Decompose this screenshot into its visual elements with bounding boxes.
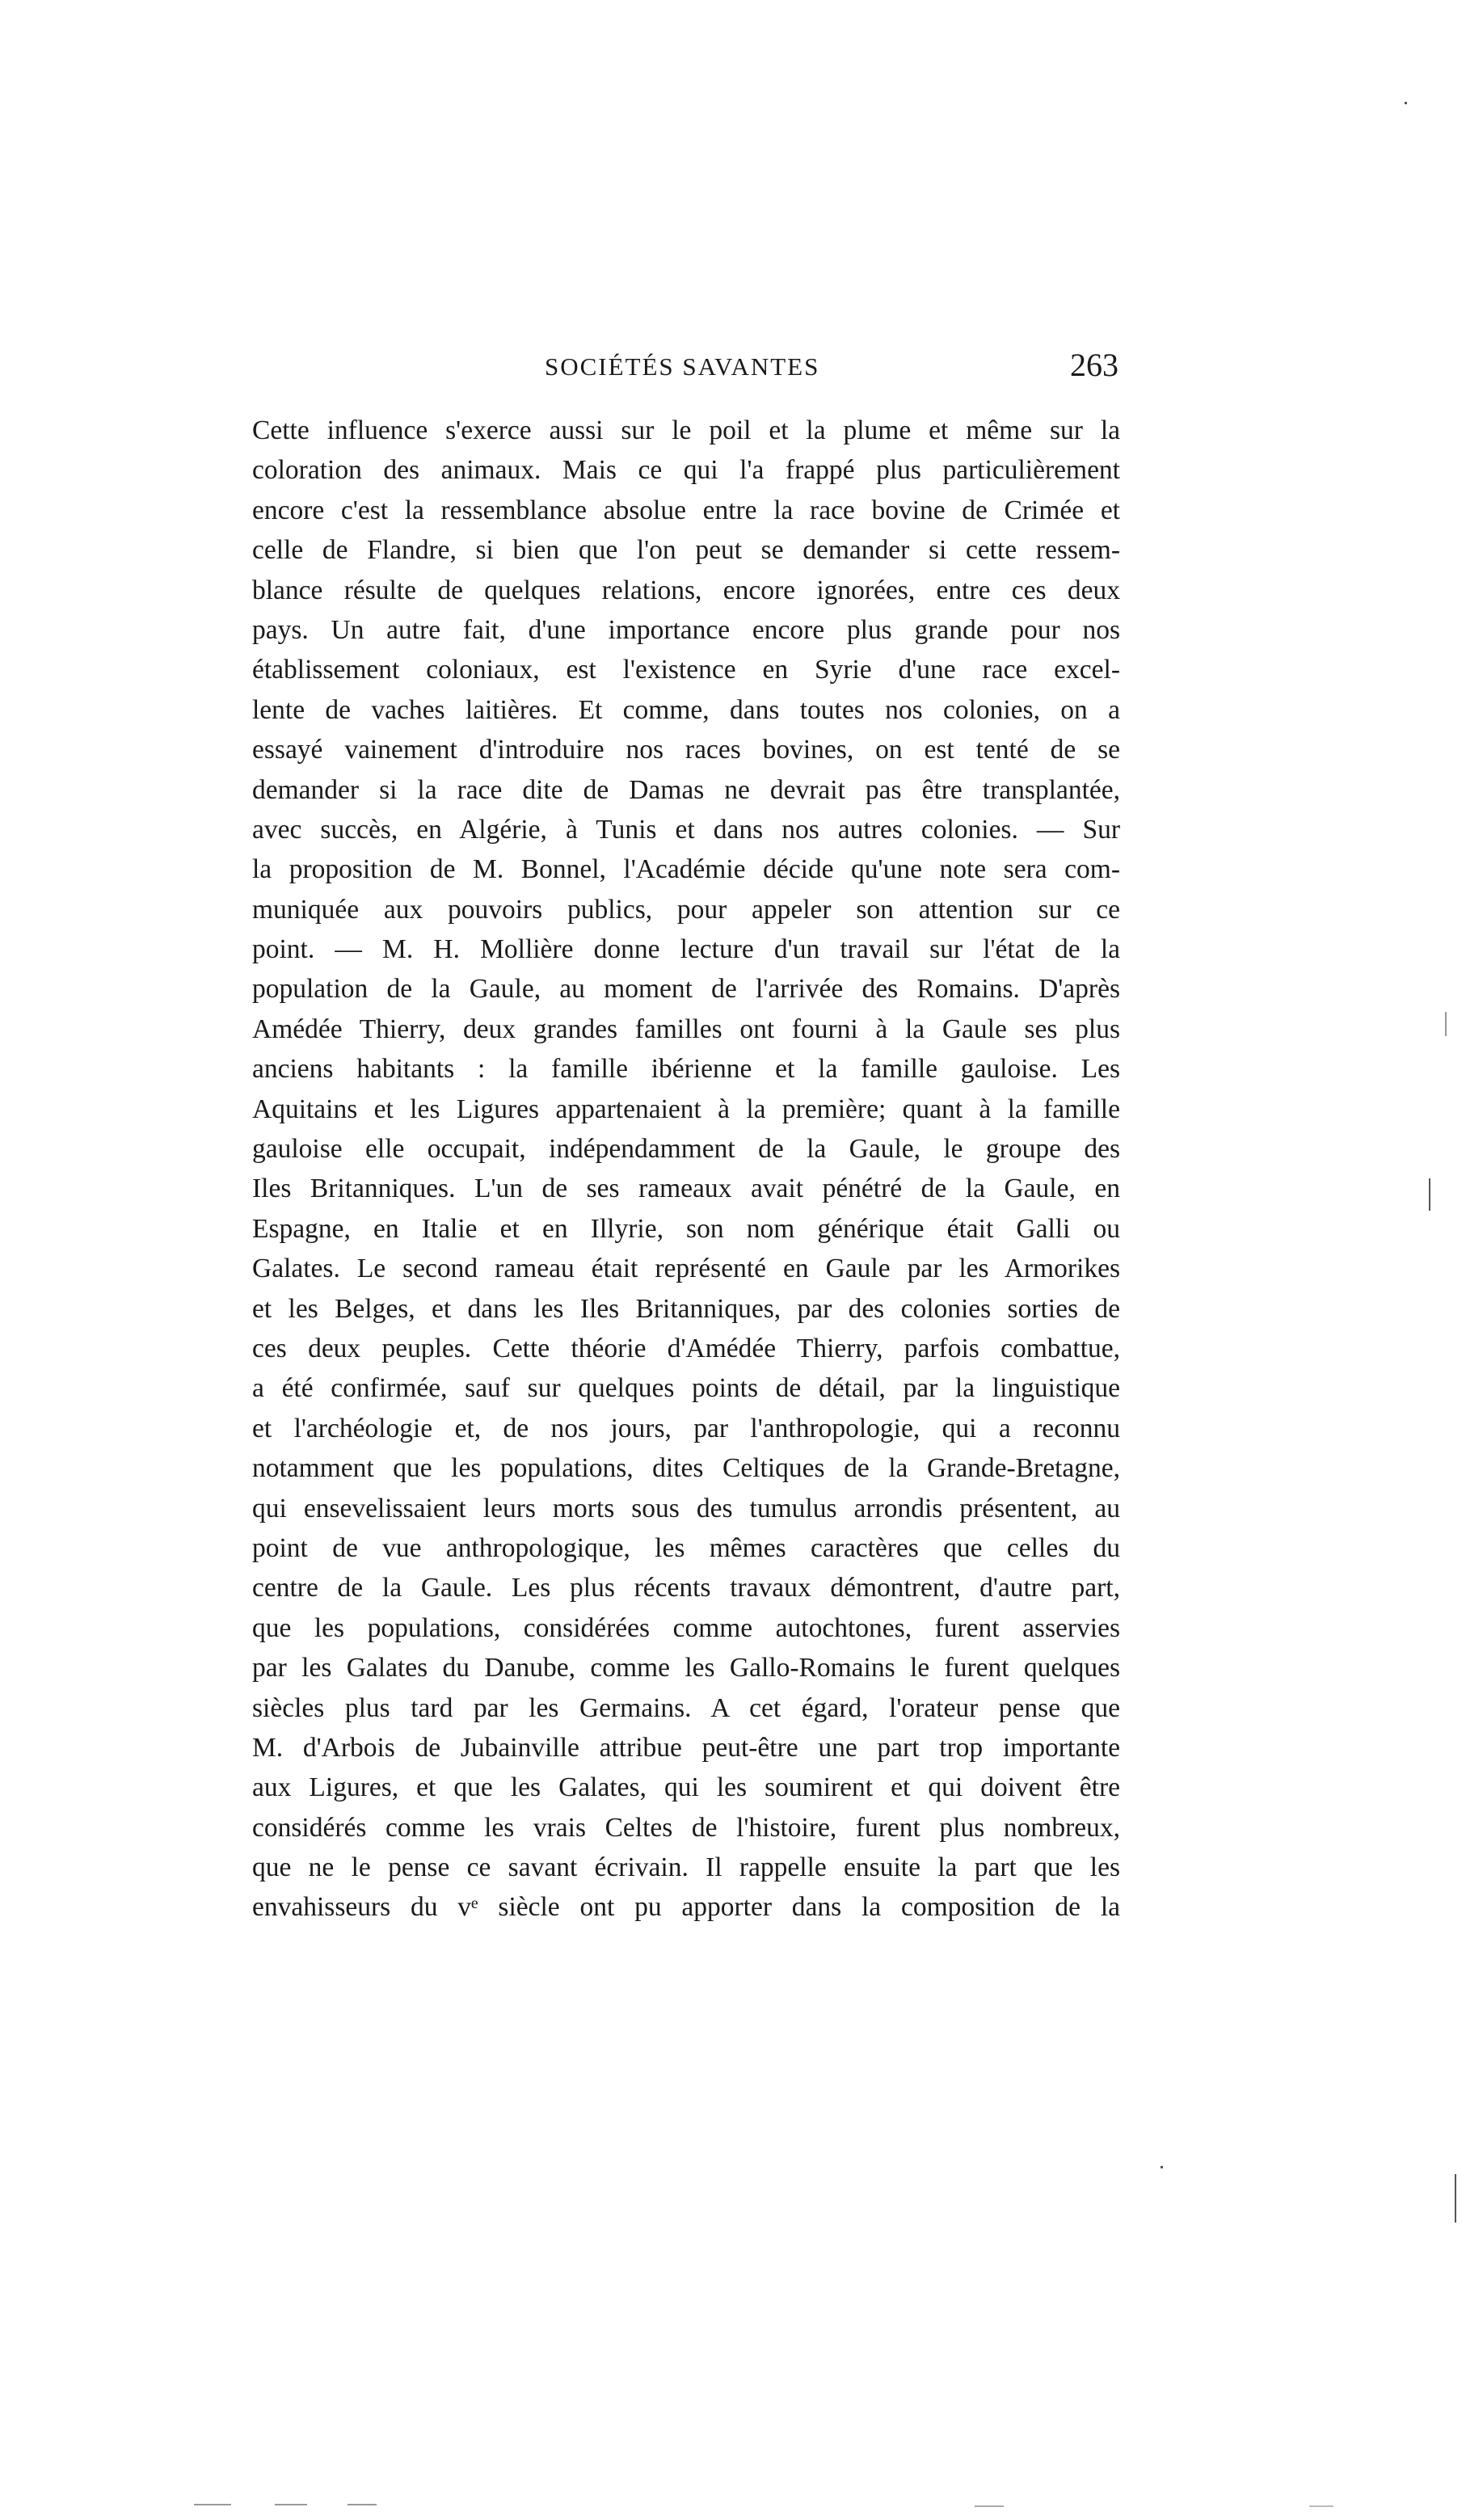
text-line: lente de vaches laitières. Et comme, dans toutes nos colonies, on a	[252, 694, 1120, 725]
text-line: siècles plus tard par les Germains. A cet égard, l'orateur pense que	[252, 1692, 1120, 1723]
scan-mark	[1161, 2166, 1163, 2168]
text-line: point de vue anthropologique, les mêmes caractères que celles du	[252, 1532, 1120, 1563]
text-line: aux Ligures, et que les Galates, qui les soumirent et qui doivent être	[252, 1772, 1120, 1803]
text-line: que les populations, considérées comme autochtones, furent asservies	[252, 1612, 1120, 1643]
text-line: Galates. Le second rameau était représenté en Gaule par les Armorikes	[252, 1254, 1120, 1284]
text-line: essayé vainement d'introduire nos races bovines, on est tenté de se	[252, 735, 1120, 765]
text-line: point. — M. H. Mollière donne lecture d'un travail sur l'état de la	[252, 934, 1120, 965]
text-line: qui ensevelissaient leurs morts sous des tumulus arrondis présentent, au	[252, 1493, 1120, 1523]
text-line: blance résulte de quelques relations, encore ignorées, entre ces deux	[252, 575, 1120, 605]
text-line: considérés comme les vrais Celtes de l'histoire, furent plus nombreux,	[252, 1812, 1120, 1843]
text-line: a été confirmée, sauf sur quelques points de détail, par la linguistique	[252, 1373, 1120, 1404]
scan-mark	[1309, 2505, 1333, 2507]
text-line: Aquitains et les Ligures appartenaient à la première; quant à la famille	[252, 1094, 1120, 1124]
text-line: encore c'est la ressemblance absolue entre la race bovine de Crimée et	[252, 495, 1120, 525]
text-line: demander si la race dite de Damas ne devrait pas être transplantée,	[252, 774, 1120, 805]
text-line: population de la Gaule, au moment de l'arrivée des Romains. D'après	[252, 974, 1120, 1005]
text-line: et l'archéologie et, de nos jours, par l'anthropologie, qui a reconnu	[252, 1413, 1120, 1443]
text-line: centre de la Gaule. Les plus récents travaux démontrent, d'autre part,	[252, 1573, 1120, 1603]
text-line: notamment que les populations, dites Celtiques de la Grande-Bretagne,	[252, 1453, 1120, 1484]
scan-mark	[1445, 1012, 1447, 1036]
scan-mark	[194, 2504, 231, 2505]
text-line: que ne le pense ce savant écrivain. Il rappelle ensuite la part que les	[252, 1852, 1120, 1883]
body-text	[252, 411, 1120, 1928]
text-line: par les Galates du Danube, comme les Gallo-Romains le furent quelques	[252, 1653, 1120, 1684]
text-line: muniquée aux pouvoirs publics, pour appeler son attention sur ce	[252, 894, 1120, 925]
scan-mark	[348, 2504, 377, 2505]
text-line: Cette influence s'exerce aussi sur le poil et la plume et même sur la	[252, 415, 1120, 445]
text-line: la proposition de M. Bonnel, l'Académie décide qu'une note sera com-	[252, 854, 1120, 885]
running-title: SOCIÉTÉS SAVANTES	[545, 352, 820, 381]
scan-mark	[975, 2505, 1004, 2507]
text-line: Espagne, en Italie et en Illyrie, son nom générique était Galli ou	[252, 1213, 1120, 1244]
scan-mark	[1405, 102, 1407, 104]
text-line: envahisseurs du vᵉ siècle ont pu apporter dans la composition de la	[252, 1892, 1120, 1923]
text-line: anciens habitants : la famille ibérienne et la famille gauloise. Les	[252, 1054, 1120, 1085]
text-line: avec succès, en Algérie, à Tunis et dans nos autres colonies. — Sur	[252, 814, 1120, 845]
text-line: Iles Britanniques. L'un de ses rameaux avait pénétré de la Gaule, en	[252, 1174, 1120, 1204]
text-line: M. d'Arbois de Jubainville attribue peut-être une part trop importante	[252, 1732, 1120, 1763]
scan-mark	[1429, 1178, 1430, 1211]
text-line: Amédée Thierry, deux grandes familles ont fourni à la Gaule ses plus	[252, 1013, 1120, 1044]
running-head	[251, 346, 1118, 394]
text-line: pays. Un autre fait, d'une importance encore plus grande pour nos	[252, 614, 1120, 645]
text-line: ces deux peuples. Cette théorie d'Amédée Thierry, parfois combattue,	[252, 1333, 1120, 1363]
text-line: coloration des animaux. Mais ce qui l'a frappé plus particulièrement	[252, 455, 1120, 486]
scan-mark	[1455, 2174, 1456, 2223]
scan-mark	[275, 2504, 307, 2505]
page-number: 263	[1070, 347, 1118, 383]
text-line: et les Belges, et dans les Iles Britanniques, par des colonies sorties de	[252, 1293, 1120, 1324]
text-line: établissement coloniaux, est l'existence en Syrie d'une race excel-	[252, 655, 1120, 685]
text-line: gauloise elle occupait, indépendamment de la Gaule, le groupe des	[252, 1134, 1120, 1165]
text-line: celle de Flandre, si bien que l'on peut se demander si cette ressem-	[252, 535, 1120, 566]
